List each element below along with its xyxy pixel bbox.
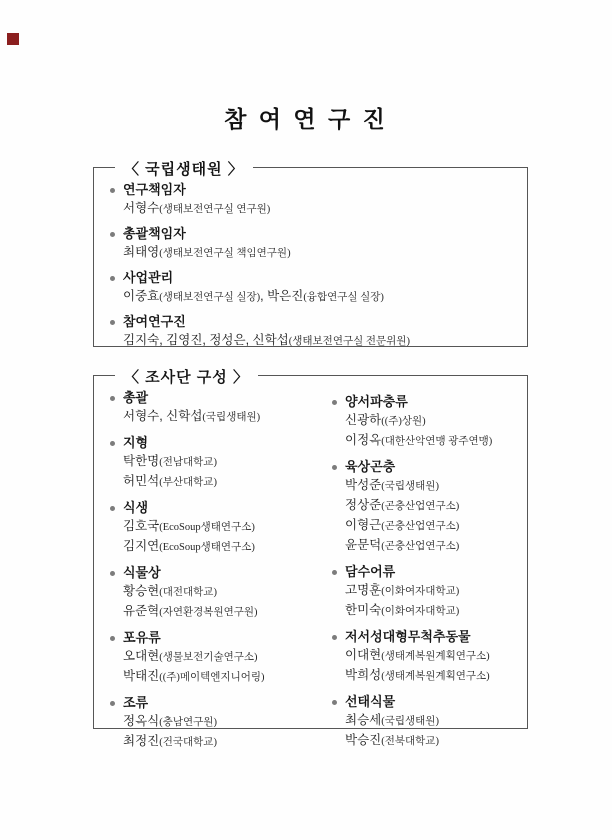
section-survey-team-box: [93, 369, 528, 748]
member-line: [332, 536, 523, 556]
affiliation-text: (곤충산업연구소): [381, 501, 460, 512]
member-line: [110, 732, 332, 752]
name-text: 박승진: [345, 733, 382, 747]
name-text: 박성준: [345, 478, 382, 492]
name-text: 오대현: [123, 649, 160, 663]
name-text: 김지연: [123, 539, 160, 553]
member-line: [110, 199, 519, 219]
affiliation-text: (국립생태원): [381, 716, 439, 727]
affiliation-text: (곤충산업연구소): [381, 541, 460, 552]
name-text: 최태영: [123, 245, 160, 259]
member-line: [110, 331, 519, 351]
role-row: [110, 499, 332, 517]
bullet-icon: [110, 232, 115, 237]
affiliation-text: (생태계복원계획연구소): [381, 671, 490, 682]
section-content: [94, 376, 527, 759]
member-line: [332, 711, 523, 731]
member-line: [332, 601, 523, 621]
member-line: [332, 476, 523, 496]
affiliation-text: (이화여자대학교): [381, 606, 460, 617]
member-line: [332, 496, 523, 516]
affiliation-text: (곤충산업연구소): [381, 521, 460, 532]
role-row: [110, 694, 332, 712]
role-label: 조류: [123, 695, 149, 710]
name-text: 고명훈: [345, 583, 382, 597]
name-text: 이대현: [345, 648, 382, 662]
affiliation-text: (대한산악연맹 광주연맹): [381, 436, 493, 447]
name-text: 김지숙, 김영진, 정성은, 신학섭: [123, 333, 289, 347]
affiliation-text: (생물보전기술연구소): [159, 652, 258, 663]
role-row: [110, 225, 519, 243]
left-column: [110, 389, 332, 759]
list-item: [332, 458, 523, 556]
affiliation-text: (생태보전연구실 실장): [159, 292, 261, 303]
list-item: [110, 629, 332, 687]
right-column: [332, 389, 523, 759]
name-text: 박희성: [345, 668, 382, 682]
bullet-icon: [110, 636, 115, 641]
member-line: [332, 431, 523, 451]
affiliation-text: (자연환경복원연구원): [159, 607, 258, 618]
name-text: 김호국: [123, 519, 160, 533]
role-row: [332, 563, 523, 581]
section-content: [94, 168, 527, 351]
role-row: [332, 393, 523, 411]
name-text: 최승세: [345, 713, 382, 727]
list-item: [332, 628, 523, 686]
affiliation-text: ((주)상원): [381, 416, 426, 427]
member-line: [110, 407, 332, 427]
role-label: 지형: [123, 435, 149, 450]
name-text: 최정진: [123, 734, 160, 748]
role-row: [110, 434, 332, 452]
section-institute-box: [93, 161, 528, 347]
bullet-icon: [110, 320, 115, 325]
role-row: [332, 693, 523, 711]
role-label: 식생: [123, 500, 149, 515]
role-label: 식물상: [123, 565, 161, 580]
section-legend: 〈 조사단 구성 〉: [115, 366, 258, 387]
affiliation-text: (EcoSoup생태연구소): [159, 542, 255, 553]
affiliation-text: (생태계복원계획연구소): [381, 651, 490, 662]
role-label: 연구책임자: [123, 182, 186, 197]
member-line: [110, 712, 332, 732]
list-item: [110, 269, 519, 307]
bullet-icon: [332, 400, 337, 405]
affiliation-text: (이화여자대학교): [381, 586, 460, 597]
role-label: 포유류: [123, 630, 161, 645]
list-item: [332, 563, 523, 621]
name-text: 정상준: [345, 498, 382, 512]
bullet-icon: [110, 276, 115, 281]
member-line: [332, 666, 523, 686]
affiliation-text: ((주)메이텍엔지니어링): [159, 672, 265, 683]
page-title: 참 여 연 구 진: [224, 106, 388, 132]
role-label: 담수어류: [345, 564, 396, 579]
member-line: [110, 517, 332, 537]
name-text: 정옥식: [123, 714, 160, 728]
affiliation-text: (생태보전연구실 연구원): [159, 204, 271, 215]
member-line: [110, 647, 332, 667]
name-text: 박태진: [123, 669, 160, 683]
list-item: [110, 564, 332, 622]
member-line: [332, 646, 523, 666]
role-row: [332, 458, 523, 476]
affiliation-text: (대전대학교): [159, 587, 217, 598]
name-text: 탁한명: [123, 454, 160, 468]
name-text: 서형수, 신학섭: [123, 409, 203, 423]
bullet-icon: [332, 570, 337, 575]
member-line: [110, 537, 332, 557]
list-item: [332, 393, 523, 451]
list-item: [332, 693, 523, 751]
role-row: [110, 269, 519, 287]
affiliation-text: (융합연구실 실장): [303, 292, 384, 303]
bullet-icon: [332, 465, 337, 470]
name-text: 이정옥: [345, 433, 382, 447]
section-legend: 〈 국립생태원 〉: [115, 158, 253, 179]
role-label: 저서성대형무척추동물: [345, 629, 471, 644]
role-label: 참여연구진: [123, 314, 186, 329]
affiliation-text: (생태보전연구실 책임연구원): [159, 248, 291, 259]
affiliation-text: (EcoSoup생태연구소): [159, 522, 255, 533]
member-line: [332, 731, 523, 751]
bullet-icon: [332, 700, 337, 705]
bullet-icon: [110, 701, 115, 706]
bullet-icon: [110, 571, 115, 576]
member-line: [332, 411, 523, 431]
member-line: [332, 581, 523, 601]
affiliation-text: (생태보전연구실 전문위원): [288, 336, 410, 347]
name-text: 서형수: [123, 201, 160, 215]
affiliation-text: (부산대학교): [159, 477, 217, 488]
role-label: 사업관리: [123, 270, 174, 285]
bullet-icon: [110, 188, 115, 193]
affiliation-text: (국립생태원): [202, 412, 261, 423]
name-text: 이형근: [345, 518, 382, 532]
role-label: 총괄: [123, 390, 149, 405]
role-row: [110, 564, 332, 582]
role-row: [110, 389, 332, 407]
list-item: [110, 181, 519, 219]
bullet-icon: [110, 396, 115, 401]
name-text: 신광하: [345, 413, 382, 427]
name-text: 허민석: [123, 474, 160, 488]
name-text: , 박은진: [260, 289, 304, 303]
affiliation-text: (국립생태원): [381, 481, 439, 492]
affiliation-text: (전남대학교): [159, 457, 217, 468]
member-line: [110, 582, 332, 602]
member-line: [110, 472, 332, 492]
list-item: [110, 313, 519, 351]
member-line: [110, 602, 332, 622]
name-text: 유준혁: [123, 604, 160, 618]
role-row: [110, 629, 332, 647]
list-item: [110, 434, 332, 492]
bullet-icon: [110, 506, 115, 511]
member-line: [110, 667, 332, 687]
affiliation-text: (건국대학교): [159, 737, 217, 748]
role-label: 총괄책임자: [123, 226, 186, 241]
name-text: 이중효: [123, 289, 160, 303]
role-label: 선태식물: [345, 694, 396, 709]
member-line: [110, 452, 332, 472]
bullet-icon: [332, 635, 337, 640]
list-item: [110, 694, 332, 752]
role-label: 양서파충류: [345, 394, 408, 409]
name-text: 황승현: [123, 584, 160, 598]
affiliation-text: (충남연구원): [159, 717, 217, 728]
bullet-icon: [110, 441, 115, 446]
name-text: 한미숙: [345, 603, 382, 617]
role-row: [332, 628, 523, 646]
corner-mark: [7, 33, 19, 45]
role-row: [110, 181, 519, 199]
member-line: [110, 287, 519, 307]
member-line: [110, 243, 519, 263]
name-text: 윤문덕: [345, 538, 382, 552]
affiliation-text: (전북대학교): [381, 736, 439, 747]
list-item: [110, 499, 332, 557]
list-item: [110, 389, 332, 427]
member-line: [332, 516, 523, 536]
role-label: 육상곤충: [345, 459, 396, 474]
list-item: [110, 225, 519, 263]
role-row: [110, 313, 519, 331]
